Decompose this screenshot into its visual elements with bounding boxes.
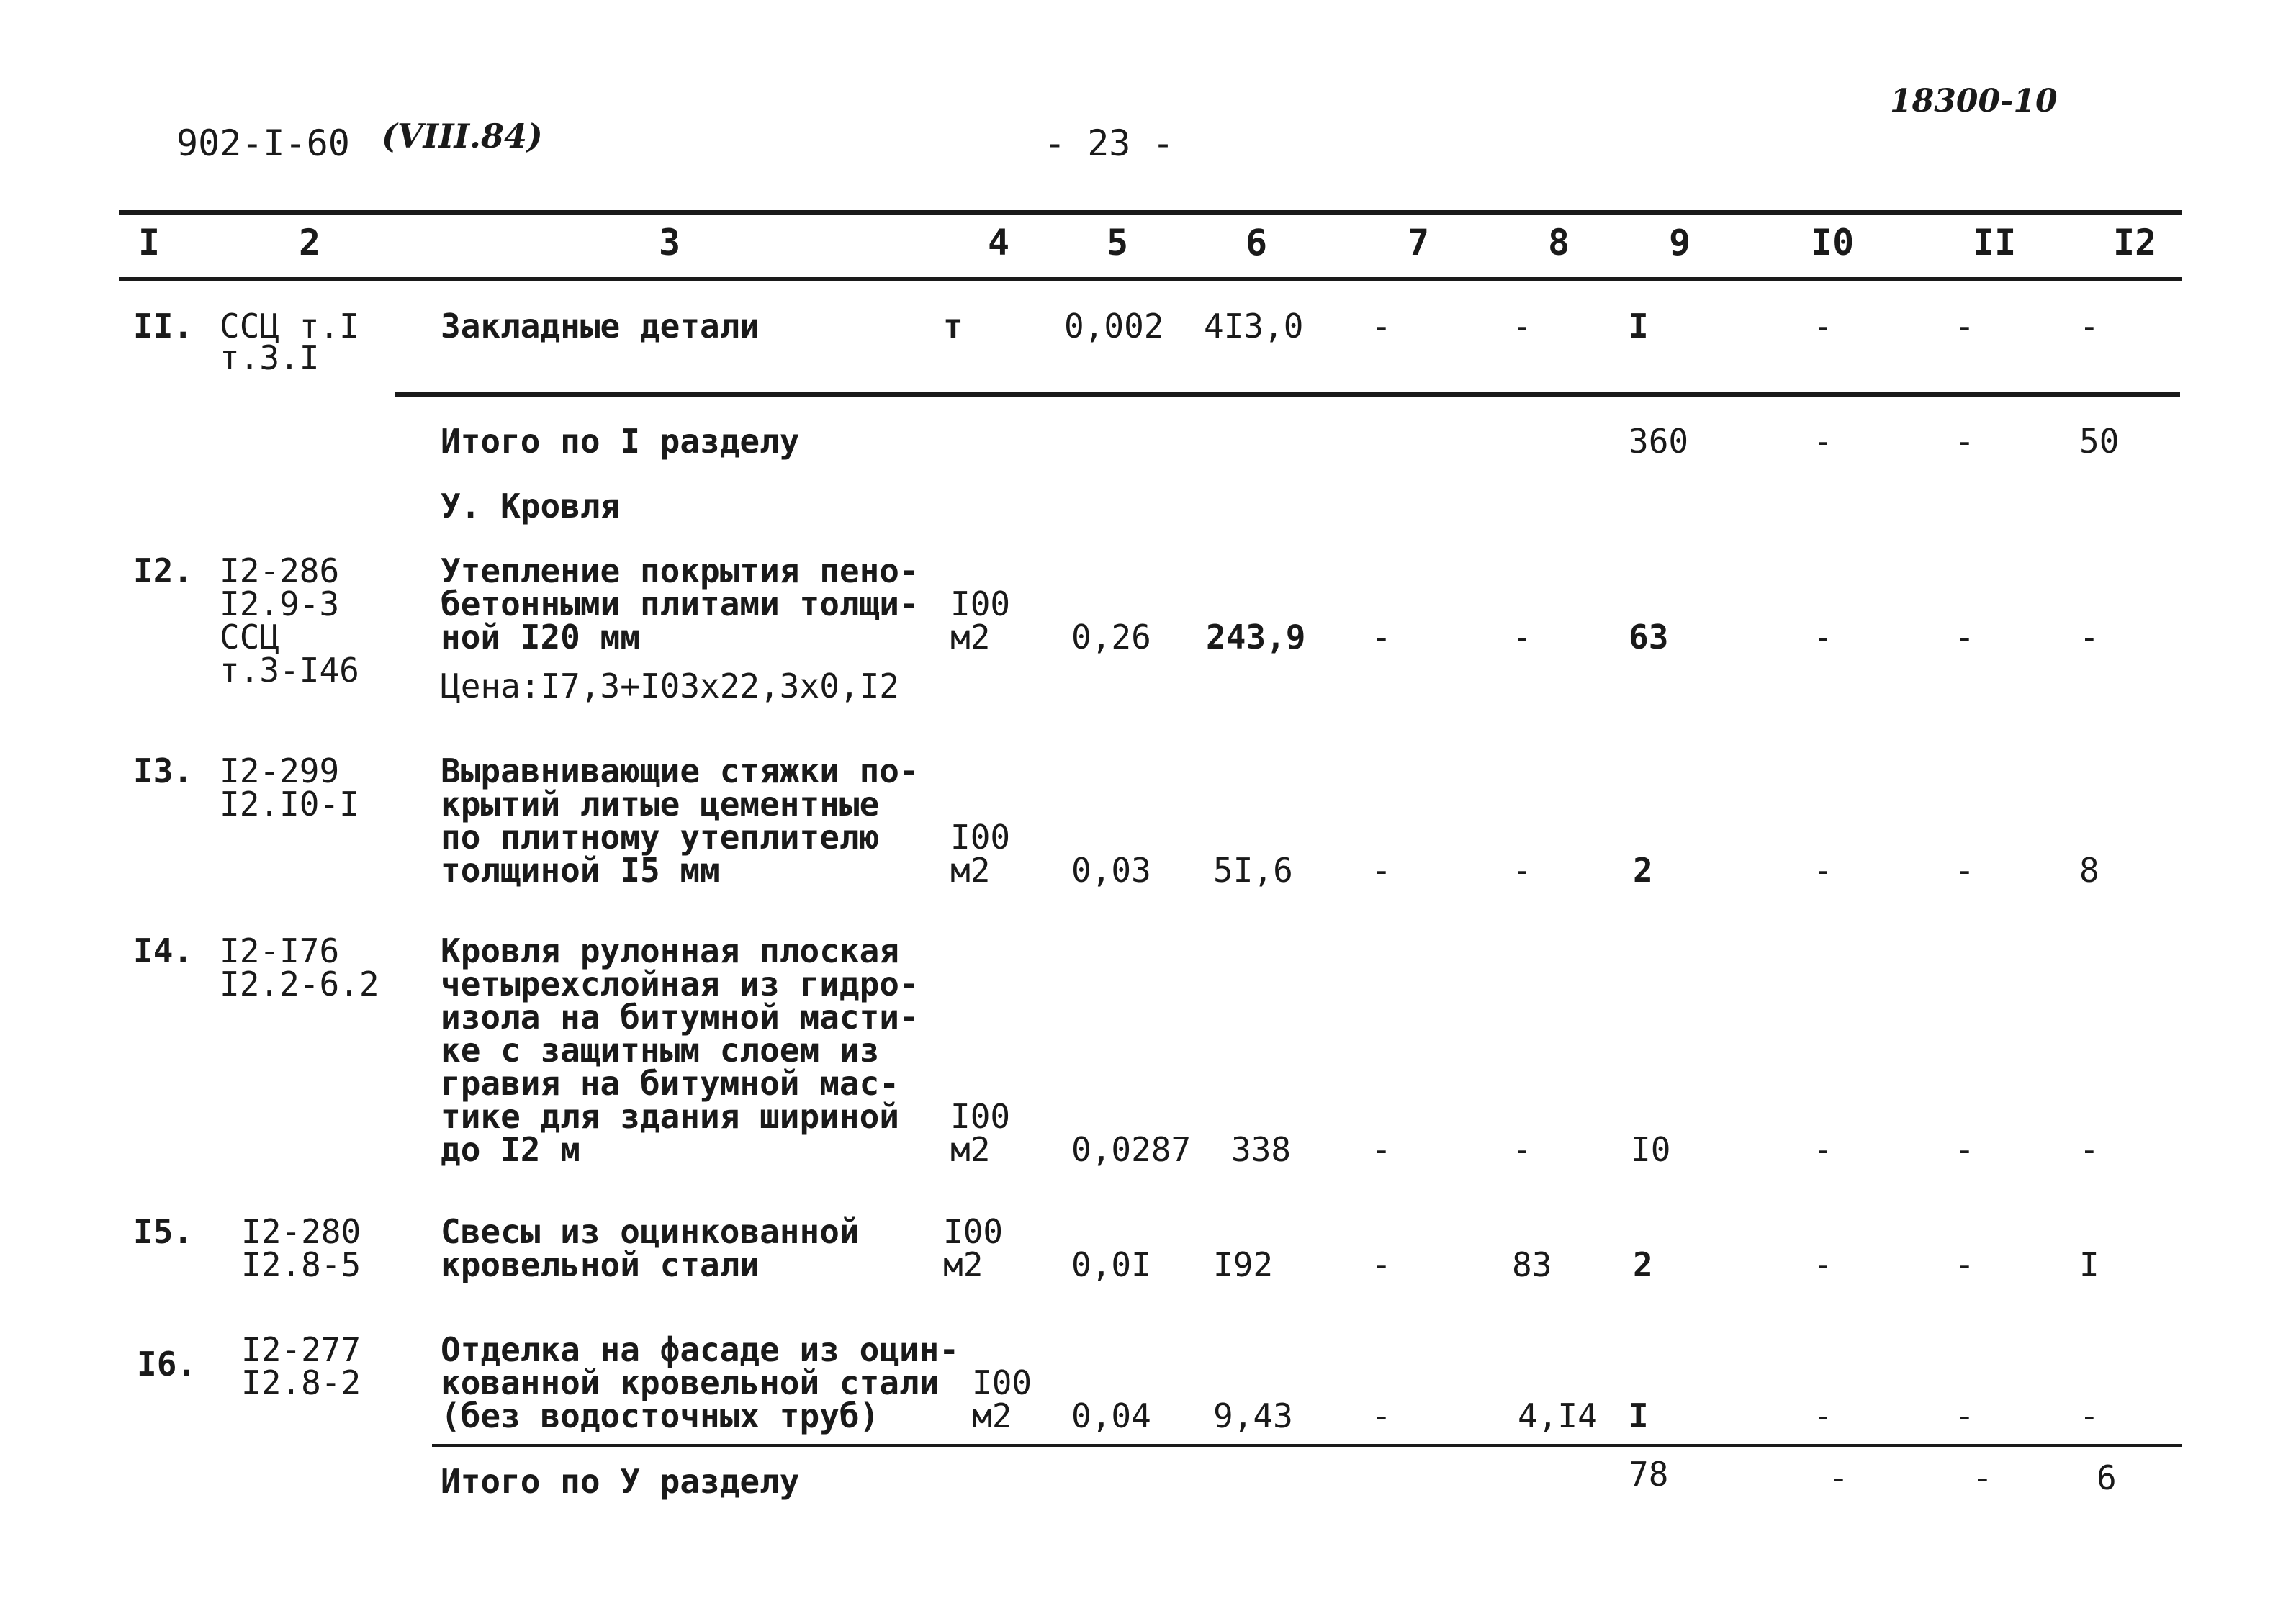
row-description: тике для здания шириной bbox=[441, 1097, 899, 1136]
column-number-12: I2 bbox=[2113, 222, 2157, 263]
row-unit: м2 bbox=[972, 1396, 1012, 1435]
row-col-8: - bbox=[1512, 618, 1532, 656]
row-description: Кровля рулонная плоская bbox=[441, 931, 899, 970]
row-col-7: - bbox=[1372, 618, 1392, 656]
row-unit: т bbox=[943, 307, 963, 346]
row-unit: I00 bbox=[972, 1363, 1032, 1402]
page-number: - 23 - bbox=[1044, 122, 1174, 164]
row-quantity: 0,002 bbox=[1064, 307, 1164, 346]
row-number: II. bbox=[133, 307, 194, 346]
row-col-12: - bbox=[2079, 307, 2099, 346]
row-unit: I00 bbox=[950, 1097, 1011, 1136]
row-price: 243,9 bbox=[1206, 618, 1306, 656]
row-quantity: 0,0287 bbox=[1071, 1130, 1192, 1169]
table-top-rule bbox=[119, 210, 2182, 215]
row-col-8: - bbox=[1512, 307, 1532, 346]
row-col-8: - bbox=[1512, 1130, 1532, 1169]
row-col-9: I bbox=[1629, 1396, 1649, 1435]
row-col-10: - bbox=[1813, 1245, 1833, 1284]
price-note: Цена:I7,3+I03х22,3х0,I2 bbox=[441, 667, 899, 705]
subtotal-col-10: - bbox=[1813, 422, 1833, 461]
row-col-8: - bbox=[1512, 851, 1532, 890]
row-unit: м2 bbox=[950, 1130, 991, 1169]
section-rule bbox=[432, 1444, 2182, 1447]
row-price: 338 bbox=[1231, 1130, 1292, 1169]
row-description: до I2 м bbox=[441, 1130, 580, 1169]
row-code: I2-280 bbox=[241, 1212, 361, 1251]
row-unit: м2 bbox=[943, 1245, 983, 1284]
row-description: кованной кровельной стали bbox=[441, 1363, 940, 1402]
row-description: (без водосточных труб) bbox=[441, 1396, 880, 1435]
row-unit: м2 bbox=[950, 618, 991, 656]
subtotal-col-10: - bbox=[1829, 1458, 1849, 1497]
subtotal-col-12: 50 bbox=[2079, 422, 2120, 461]
row-col-8: 4,I4 bbox=[1518, 1396, 1598, 1435]
row-code: I2-I76 bbox=[220, 931, 340, 970]
row-col-11: - bbox=[1955, 618, 1975, 656]
row-description: Закладные детали bbox=[441, 307, 760, 346]
row-unit: м2 bbox=[950, 851, 991, 890]
row-col-11: - bbox=[1955, 1245, 1975, 1284]
row-col-10: - bbox=[1813, 1396, 1833, 1435]
row-description: четырехслойная из гидро- bbox=[441, 965, 919, 1003]
row-code: I2.I0-I bbox=[220, 785, 359, 823]
table-header-rule bbox=[119, 277, 2182, 281]
row-number: I3. bbox=[133, 751, 194, 790]
subtotal-label: Итого по I разделу bbox=[441, 422, 800, 461]
row-unit: I00 bbox=[950, 818, 1011, 857]
row-col-9: 2 bbox=[1633, 851, 1653, 890]
row-description: крытий литые цементные bbox=[441, 785, 880, 823]
row-description: Выравнивающие стяжки по- bbox=[441, 751, 919, 790]
row-col-7: - bbox=[1372, 1130, 1392, 1169]
row-code: ССЦ т.I bbox=[220, 307, 359, 346]
row-description: Утепление покрытия пено- bbox=[441, 551, 919, 590]
row-number: I6. bbox=[137, 1345, 197, 1383]
row-col-10: - bbox=[1813, 1130, 1833, 1169]
column-number-6: 6 bbox=[1246, 222, 1268, 263]
column-number-1: I bbox=[138, 222, 161, 263]
row-number: I4. bbox=[133, 931, 194, 970]
row-quantity: 0,26 bbox=[1071, 618, 1151, 656]
row-code: I2.8-2 bbox=[241, 1363, 361, 1402]
column-number-9: 9 bbox=[1669, 222, 1691, 263]
row-price: 4I3,0 bbox=[1204, 307, 1304, 346]
row-code: I2-277 bbox=[241, 1330, 361, 1369]
row-unit: I00 bbox=[950, 584, 1011, 623]
row-col-7: - bbox=[1372, 307, 1392, 346]
row-col-12: I bbox=[2079, 1245, 2099, 1284]
row-number: I5. bbox=[133, 1212, 194, 1251]
row-price: 9,43 bbox=[1213, 1396, 1293, 1435]
row-code: т.3-I46 bbox=[220, 651, 359, 690]
column-number-3: 3 bbox=[659, 222, 681, 263]
subtotal-col-12: 6 bbox=[2097, 1458, 2117, 1497]
row-col-9: 63 bbox=[1629, 618, 1669, 656]
row-col-11: - bbox=[1955, 1396, 1975, 1435]
column-number-2: 2 bbox=[299, 222, 321, 263]
row-col-12: - bbox=[2079, 1130, 2099, 1169]
row-description: гравия на битумной мас- bbox=[441, 1064, 899, 1103]
row-description: ной I20 мм bbox=[441, 618, 640, 656]
column-number-10: I0 bbox=[1811, 222, 1855, 263]
row-col-7: - bbox=[1372, 1245, 1392, 1284]
row-quantity: 0,0I bbox=[1071, 1245, 1151, 1284]
row-col-8: 83 bbox=[1512, 1245, 1552, 1284]
column-number-5: 5 bbox=[1107, 222, 1129, 263]
row-col-7: - bbox=[1372, 851, 1392, 890]
row-col-10: - bbox=[1813, 307, 1833, 346]
subtotal-col-11: - bbox=[1973, 1458, 1993, 1497]
row-col-9: I bbox=[1629, 307, 1649, 346]
row-code: ССЦ bbox=[220, 618, 280, 656]
subtotal-col-11: - bbox=[1955, 422, 1975, 461]
subtotal-label: Итого по У разделу bbox=[441, 1462, 800, 1501]
row-col-12: - bbox=[2079, 1396, 2099, 1435]
row-col-9: 2 bbox=[1633, 1245, 1653, 1284]
row-description: по плитному утеплителю bbox=[441, 818, 880, 857]
row-price: 5I,6 bbox=[1213, 851, 1293, 890]
column-number-7: 7 bbox=[1408, 222, 1430, 263]
document-code: 902-I-60 bbox=[176, 122, 350, 164]
row-description: Свесы из оцинкованной bbox=[441, 1212, 860, 1251]
row-code: т.3.I bbox=[220, 338, 320, 377]
row-col-10: - bbox=[1813, 618, 1833, 656]
row-description: Отделка на фасаде из оцин- bbox=[441, 1330, 960, 1369]
section-rule bbox=[395, 392, 2180, 397]
row-description: бетонными плитами толщи- bbox=[441, 584, 919, 623]
row-code: I2-299 bbox=[220, 751, 340, 790]
row-unit: I00 bbox=[943, 1212, 1004, 1251]
row-description: ке с защитным слоем из bbox=[441, 1031, 880, 1070]
section-title: У. Кровля bbox=[441, 487, 621, 525]
row-col-12: 8 bbox=[2079, 851, 2099, 890]
row-col-7: - bbox=[1372, 1396, 1392, 1435]
subtotal-col-9: 78 bbox=[1629, 1455, 1669, 1494]
column-number-4: 4 bbox=[988, 222, 1010, 263]
subtotal-col-9: 360 bbox=[1629, 422, 1689, 461]
row-code: I2.9-3 bbox=[220, 584, 340, 623]
row-col-11: - bbox=[1955, 851, 1975, 890]
row-description: кровельной стали bbox=[441, 1245, 760, 1284]
row-col-11: - bbox=[1955, 1130, 1975, 1169]
row-price: I92 bbox=[1213, 1245, 1274, 1284]
row-col-11: - bbox=[1955, 307, 1975, 346]
row-code: I2.2-6.2 bbox=[220, 965, 379, 1003]
row-quantity: 0,03 bbox=[1071, 851, 1151, 890]
row-col-10: - bbox=[1813, 851, 1833, 890]
handwritten-reference: 18300-10 bbox=[1890, 83, 2058, 119]
row-code: I2.8-5 bbox=[241, 1245, 361, 1284]
handwritten-date: (VIII.84) bbox=[382, 117, 543, 155]
row-number: I2. bbox=[133, 551, 194, 590]
row-description: толщиной I5 мм bbox=[441, 851, 720, 890]
row-col-12: - bbox=[2079, 618, 2099, 656]
row-col-9: I0 bbox=[1631, 1130, 1671, 1169]
column-number-8: 8 bbox=[1548, 222, 1570, 263]
row-quantity: 0,04 bbox=[1071, 1396, 1151, 1435]
row-code: I2-286 bbox=[220, 551, 340, 590]
row-description: изола на битумной масти- bbox=[441, 998, 919, 1037]
column-number-11: II bbox=[1973, 222, 2017, 263]
